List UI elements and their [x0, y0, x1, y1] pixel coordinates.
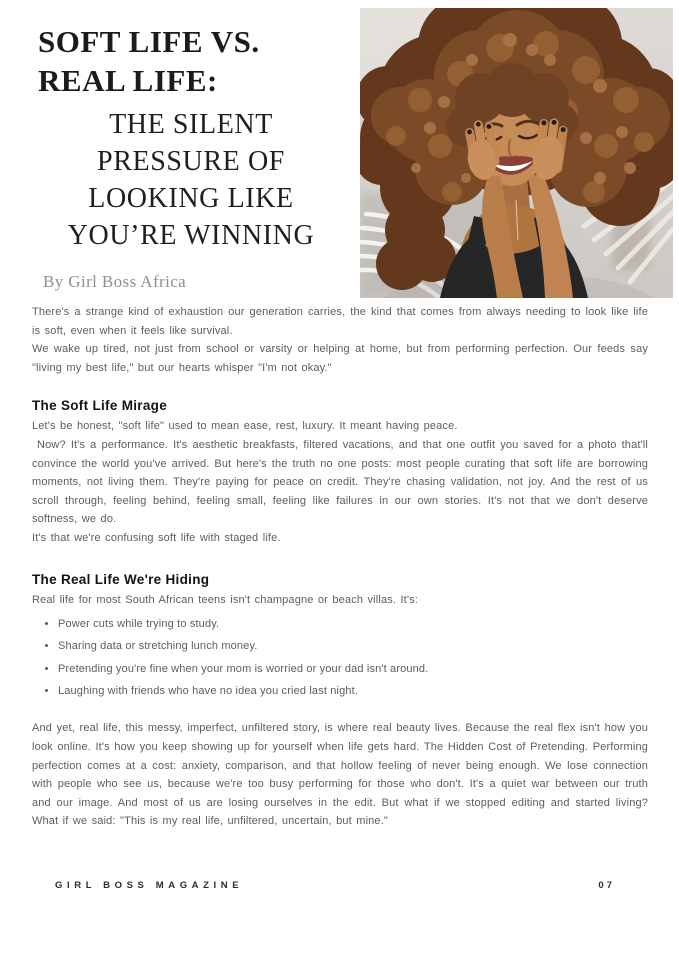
portrait-photo — [360, 8, 673, 298]
article-body — [32, 303, 648, 831]
list-item: • Laughing with friends who have no idea you cried last night. — [58, 680, 648, 702]
intro-paragraph-2: We wake up tired, not just from school or varsity or helping at home, but from performing perfection. Our feeds say "living my best life," but our hearts whisper "I'm not okay." — [32, 343, 648, 374]
section-heading-soft-life-mirage: The Soft Life Mirage — [32, 398, 168, 414]
subtitle-line-3: LOOKING LIKE — [88, 183, 294, 214]
closing-paragraph: And yet, real life, this messy, imperfect, unfiltered story, is where real beauty lives. Because the real flex isn't how you look online. It's how you keep showing up for yourself when life gets hard. The Hidden Cost of Pretending. Performing perfection comes at a cost: anxiety, comparison, and that hollow feeling of never being enough. We lose connection with people who see us, because we're too busy performing for those who don't. It's a quiet war between our truth and our image. And most of us are losing ourselves in the edit. But what if we stopped editing and started living? What if we said: "This is my real life, unfiltered, uncertain, but mine." — [32, 722, 648, 828]
real-life-list — [32, 613, 648, 702]
byline: By Girl Boss Africa — [43, 272, 187, 291]
article-title — [38, 22, 344, 100]
subtitle-line-4: YOU’RE WINNING — [67, 220, 315, 251]
intro-paragraph-1: There's a strange kind of exhaustion our generation carries, the kind that comes from always needing to look like life is soft, even when it feels like survival. — [32, 306, 648, 337]
subtitle-line-1: THE SILENT — [109, 109, 273, 140]
mirage-paragraph-1: Let's be honest, "soft life" used to mean ease, rest, luxury. It meant having peace. — [32, 420, 458, 433]
mirage-paragraph-3: It's that we're confusing soft life with staged life. — [32, 531, 281, 544]
list-item: • Sharing data or stretching lunch money. — [58, 635, 648, 657]
real-life-lead: Real life for most South African teens isn't champagne or beach villas. It's: — [32, 593, 418, 606]
list-item: • Pretending you're fine when your mom is worried or your dad isn't around. — [58, 658, 648, 680]
article-subtitle — [38, 106, 344, 254]
section-heading-real-life: The Real Life We're Hiding — [32, 571, 210, 587]
portrait-photo-illustration — [360, 8, 673, 298]
article-header — [38, 22, 344, 292]
subtitle-line-2: PRESSURE OF — [97, 146, 285, 177]
title-line-2: REAL LIFE: — [38, 63, 218, 98]
title-line-1: SOFT LIFE VS. — [38, 24, 260, 59]
magazine-name: GIRL BOSS MAGAZINE — [55, 880, 244, 891]
page-footer — [55, 880, 615, 891]
mirage-paragraph-2: Now? It's a performance. It's aesthetic breakfasts, filtered vacations, and that one outfit you saved for a photo that'll convince the world you've arrived. But here's the truth no one posts: most people curating that soft life are borrowing moments, not living them. They're paying for peace on credit. They're chasing validation, not joy. And the rest of us scroll through, feeling behind, feeling small, feeling like failures in our own stories. It's not that we don't deserve softness, we do. — [32, 438, 648, 526]
list-item: • Power cuts while trying to study. — [58, 613, 648, 635]
page-number: 07 — [598, 880, 615, 891]
